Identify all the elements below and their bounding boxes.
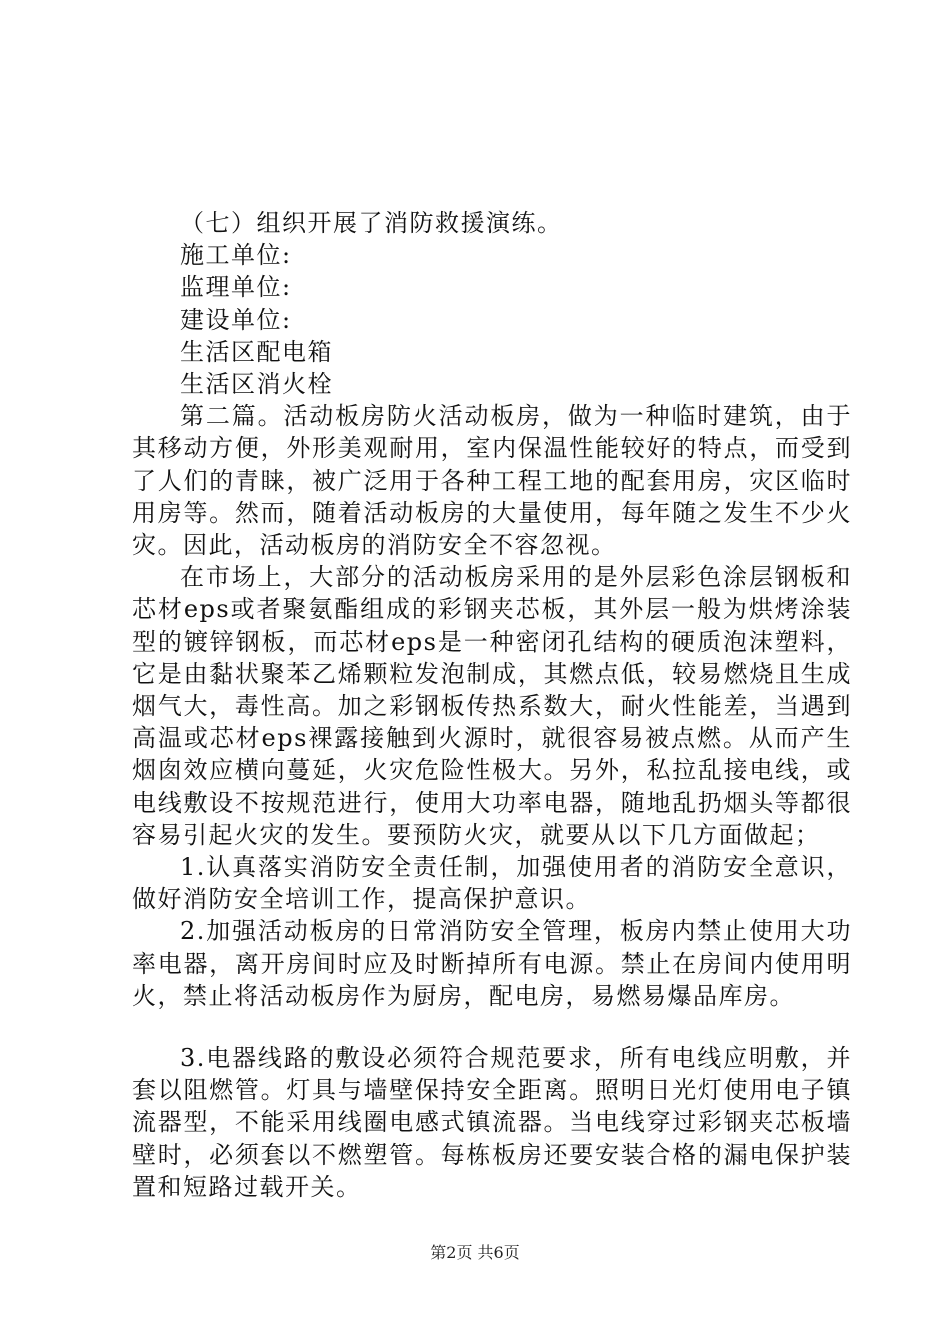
- paragraph-drill: （七）组织开展了消防救援演练。: [180, 209, 563, 237]
- document-body: [132, 207, 852, 1203]
- paragraph-item-3: 3.电器线路的敷设必须符合规范要求，所有电线应明敷，并套以阻燃管。灯具与墙壁保持安全距离。照明日光灯使用电子镇流器型，不能采用线圈电感式镇流器。当电线穿过彩钢夹芯板墙壁时，必须套以不燃塑管。每栋板房还要安装合格的漏电保护装置和短路过载开关。: [132, 1044, 852, 1201]
- paragraph-fire-hydrant: 生活区消火栓: [180, 370, 333, 399]
- paragraph-distribution-box: 生活区配电箱: [180, 337, 333, 366]
- page-footer: 第2页 共6页: [430, 1243, 520, 1262]
- paragraph-second-article: 第二篇。活动板房防火活动板房，做为一种临时建筑，由于其移动方便，外形美观耐用，室内保温性能较好的特点，而受到了人们的青睐，被广泛用于各种工程工地的配套用房，灾区临时用房等。然而，随着活动板房的大量使用，每年随之发生不少火灾。因此，活动板房的消防安全不容忽视。: [132, 402, 852, 560]
- paragraph-item-1: 1.认真落实消防安全责任制，加强使用者的消防安全意识，做好消防安全培训工作，提高保护意识。: [132, 853, 852, 914]
- paragraph-construction-unit: 施工单位:: [180, 241, 292, 270]
- paragraph-owner-unit: 建设单位:: [180, 305, 292, 334]
- paragraph-market: 在市场上，大部分的活动板房采用的是外层彩色涂层钢板和芯材eps或者聚氨酯组成的彩钢夹芯板，其外层一般为烘烤涂装型的镀锌钢板，而芯材eps是一种密闭孔结构的硬质泡沫塑料，它是由黏状聚苯乙烯颗粒发泡制成，其燃点低，较易燃烧且生成烟气大，毒性高。加之彩钢板传热系数大，耐火性能差，当遇到高温或芯材eps裸露接触到火源时，就很容易被点燃。从而产生烟囱效应横向蔓延，火灾危险性极大。另外，私拉乱接电线，或电线敷设不按规范进行，使用大功率电器，随地乱扔烟头等都很容易引起火灾的发生。要预防火灾，就要从以下几方面做起；: [132, 563, 852, 849]
- paragraph-item-2: 2.加强活动板房的日常消防安全管理，板房内禁止使用大功率电器，离开房间时应及时断掉所有电源。禁止在房间内使用明火，禁止将活动板房作为厨房，配电房，易燃易爆品库房。: [132, 917, 852, 1010]
- paragraph-supervision-unit: 监理单位:: [180, 273, 292, 302]
